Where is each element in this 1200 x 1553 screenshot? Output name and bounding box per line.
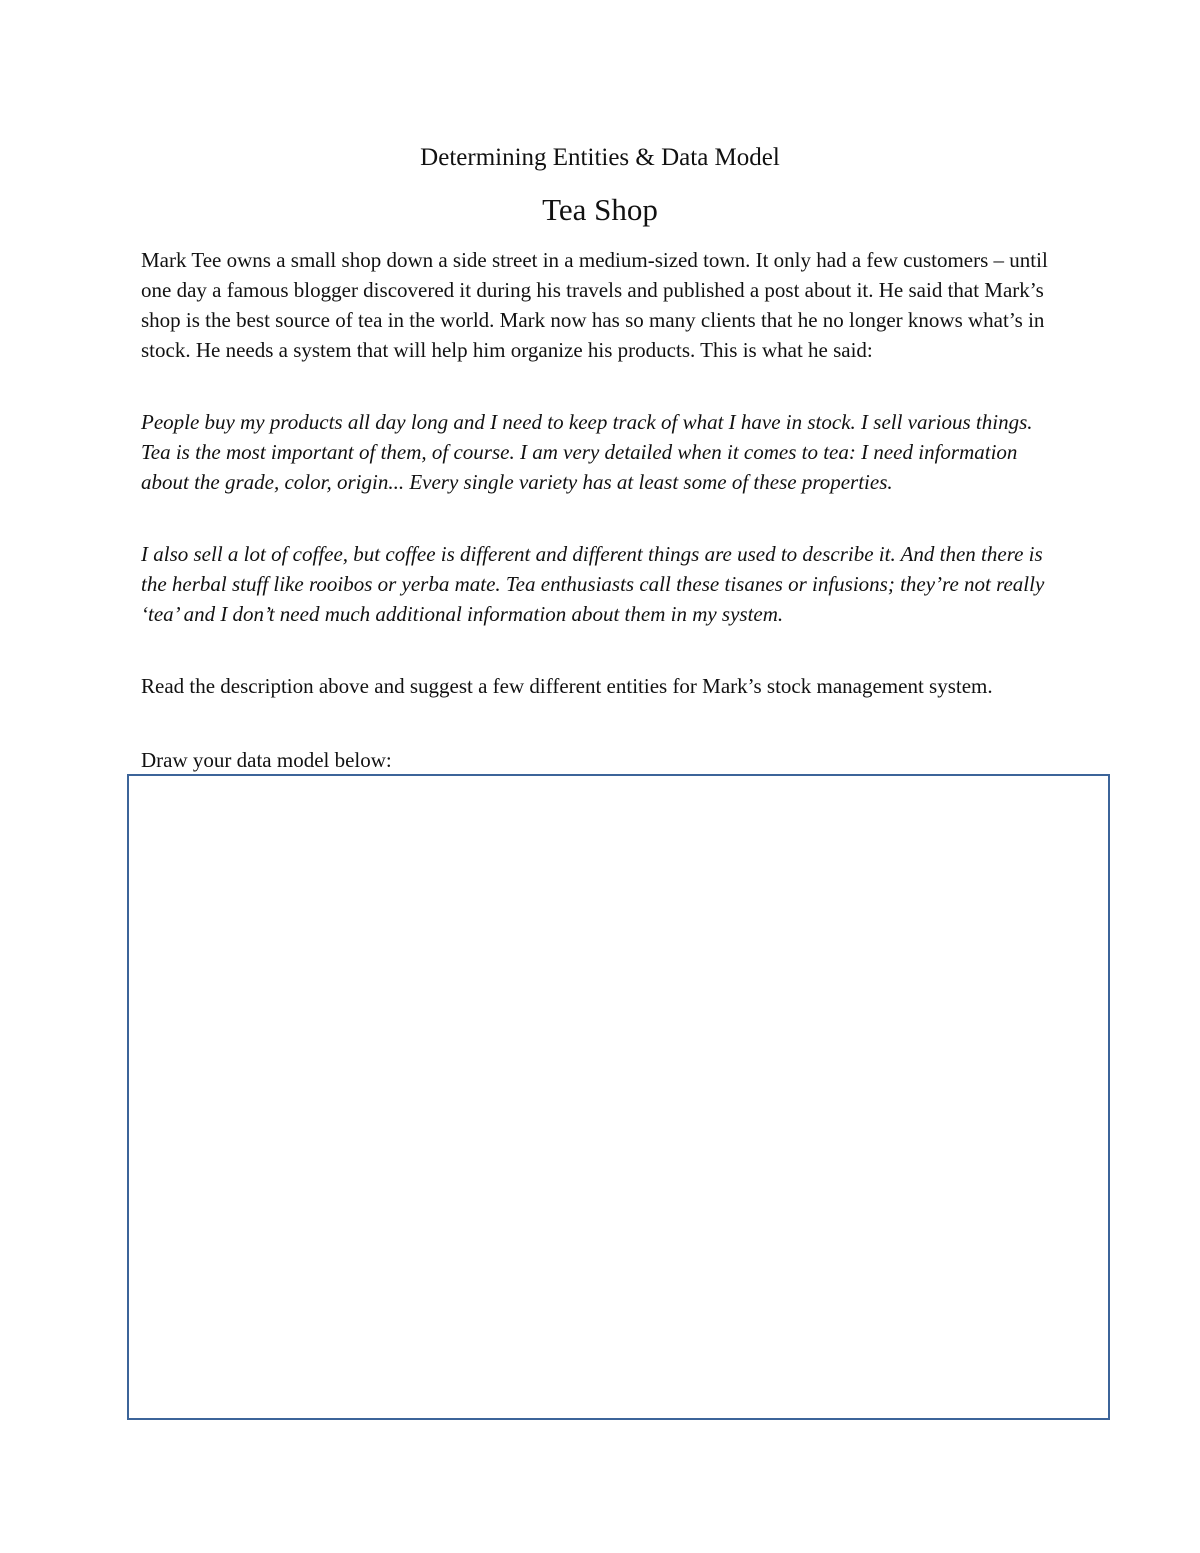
task-paragraph: Read the description above and suggest a few different entities for Mark’s stock management system. (141, 674, 993, 698)
quote-paragraph-1: People buy my products all day long and I need to keep track of what I have in stock. I sell various things. Tea is the most important of them, of course. I am very detailed when it comes to tea: I need information about the grade, color, origin... Every single variety has at least some of these properties. (141, 410, 1033, 494)
document-title: Tea Shop (542, 192, 658, 227)
data-model-drawing-area[interactable] (127, 774, 1110, 1420)
document-subtitle: Determining Entities & Data Model (420, 144, 780, 171)
drawing-prompt: Draw your data model below: (141, 748, 392, 772)
intro-paragraph: Mark Tee owns a small shop down a side street in a medium-sized town. It only had a few customers – until one day a famous blogger discovered it during his travels and published a post about it. He said that Mark’s shop is the best source of tea in the world. Mark now has so many clients that he no longer knows what’s in stock. He needs a system that will help him organize his products. This is what he said: (141, 248, 1048, 362)
quote-paragraph-2: I also sell a lot of coffee, but coffee is different and different things are used to describe it. And then there is the herbal stuff like rooibos or yerba mate. Tea enthusiasts call these tisanes or infusions; they’re not really ‘tea’ and I don’t need much additional information about them in my system. (141, 542, 1045, 626)
